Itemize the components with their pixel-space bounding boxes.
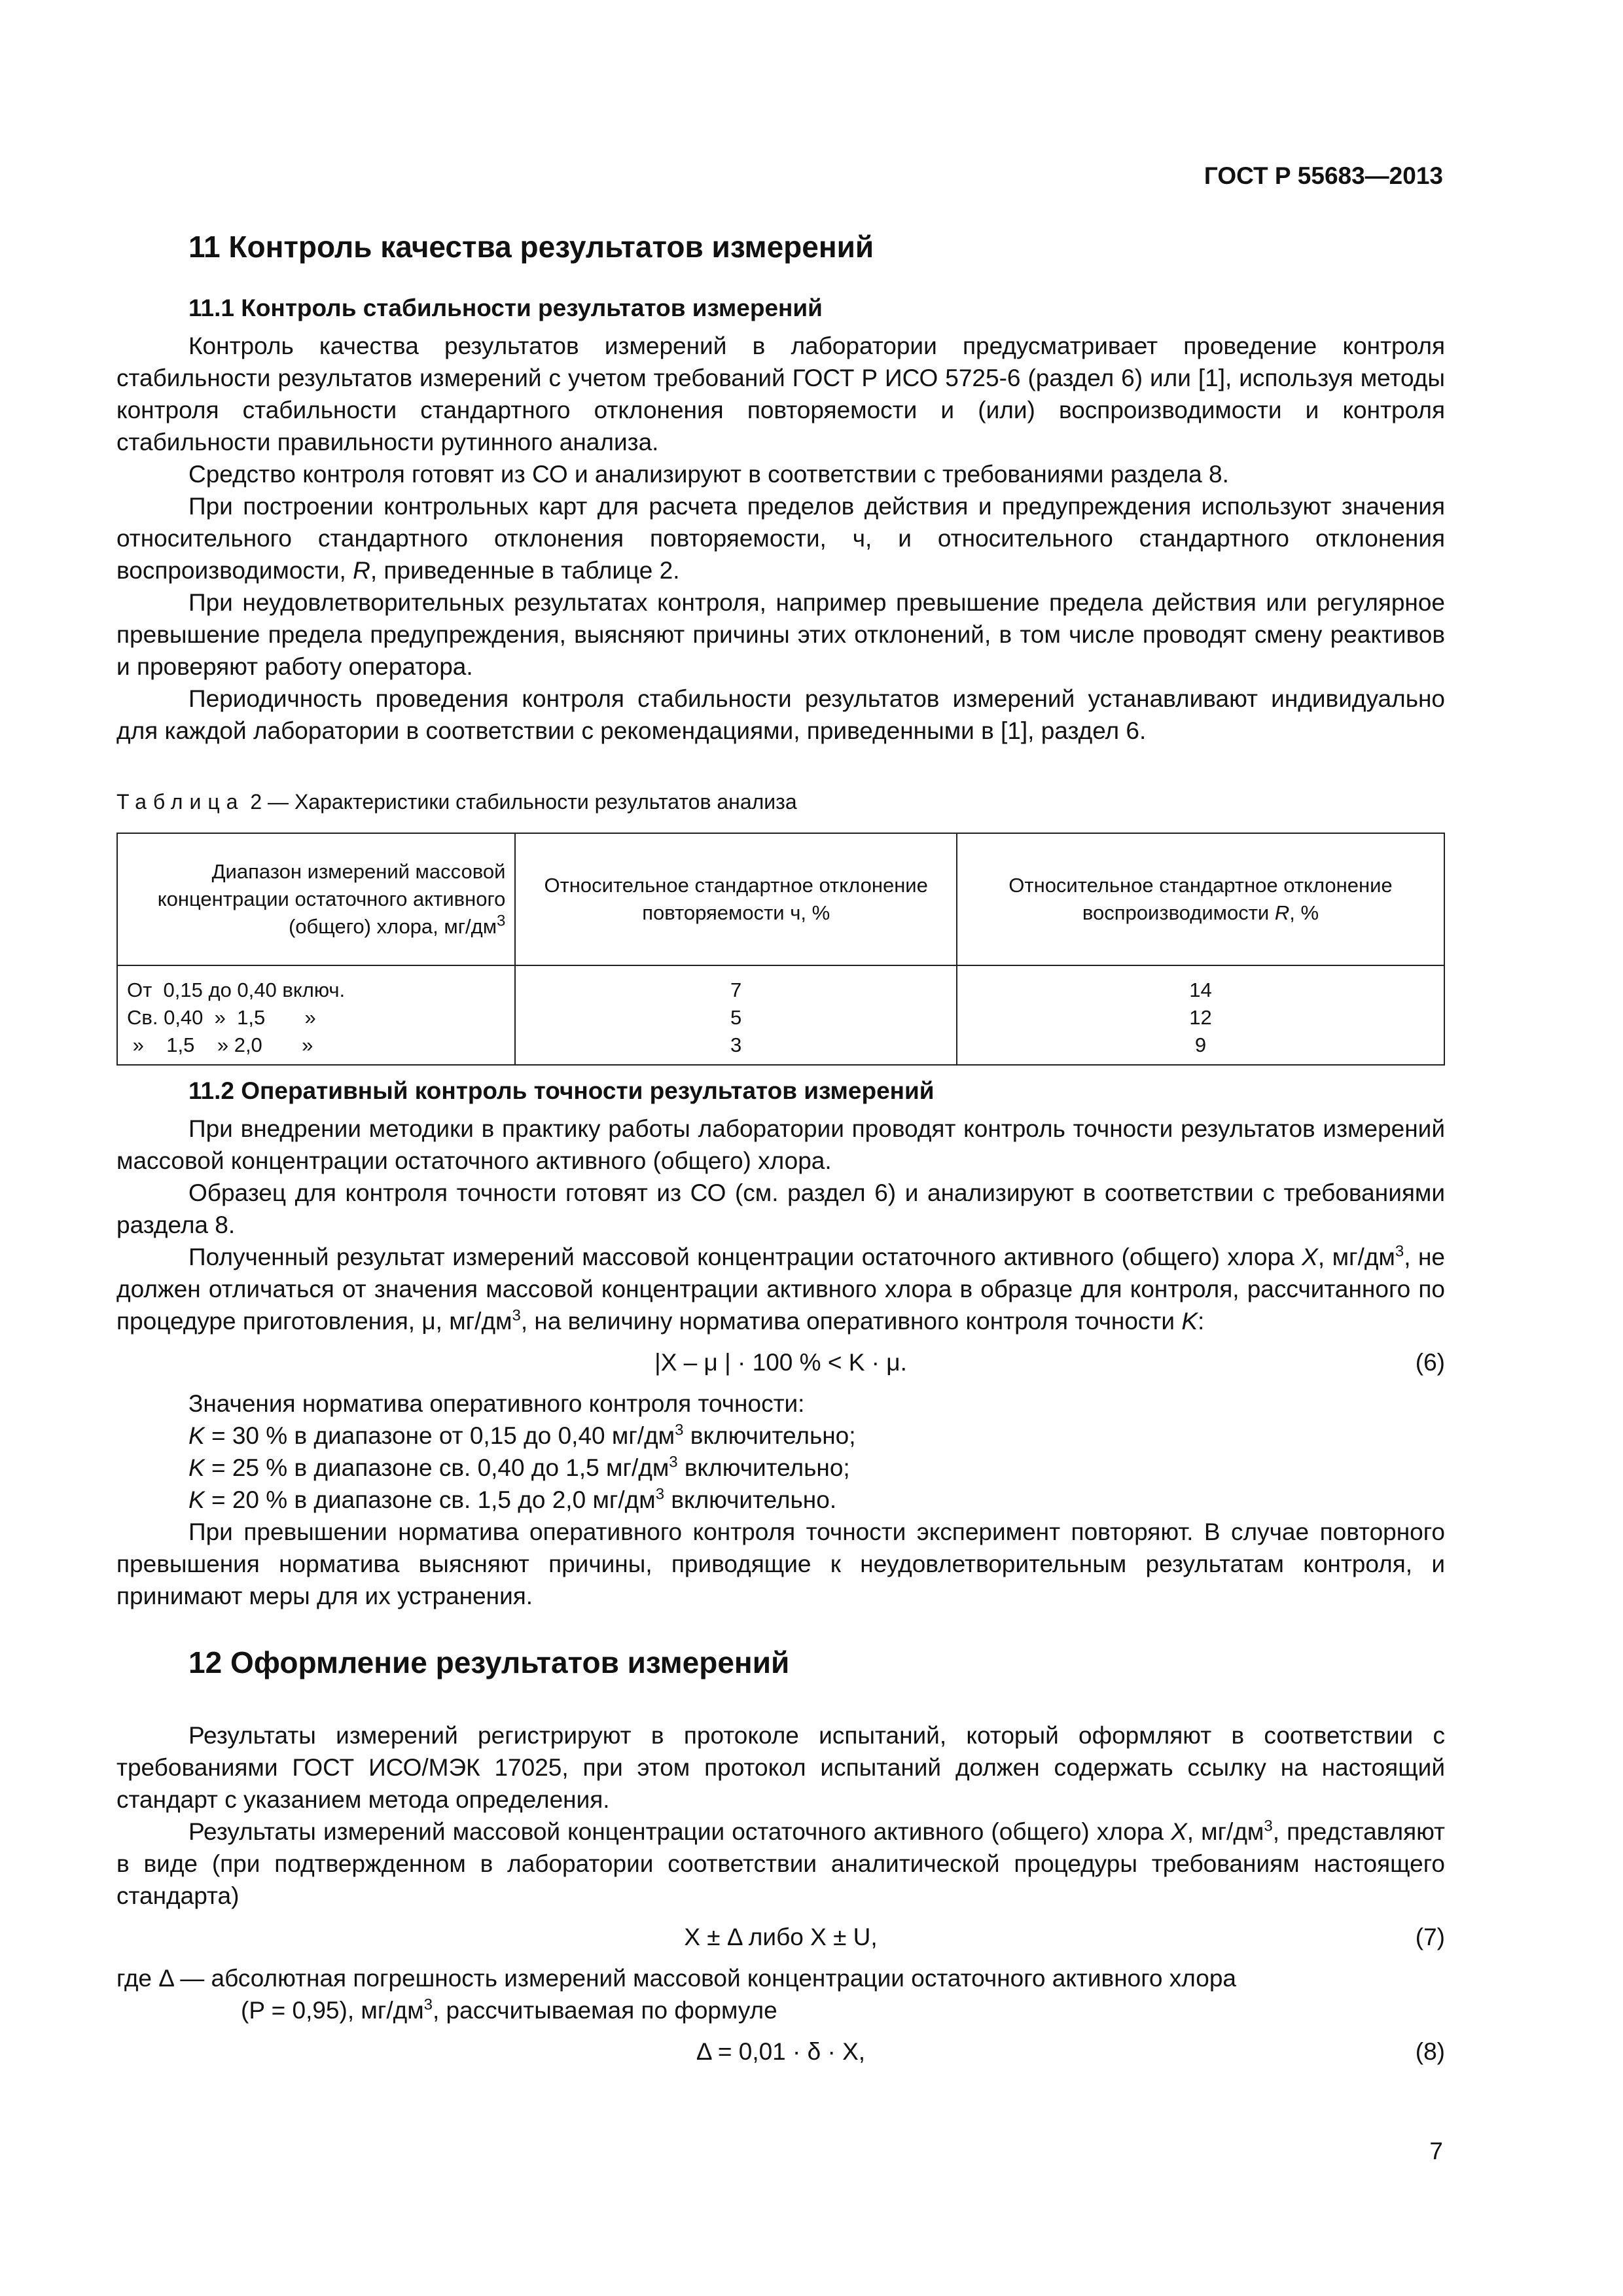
paragraph: Средство контроля готовят из СО и анализируют в соответствии с требованиями раздела 8. [188,461,1229,488]
table-row [117,1031,1444,1065]
table-cell-range: Св. 0,40 » 1,5 » [117,1004,515,1031]
paragraph: При внедрении методики в практику работы лаборатории проводят контроль точности результатов измерений массовой концентрации остаточного активного (общего) хлора. [116,1115,1445,1174]
paragraph: При неудовлетворительных результатах контроля, например превышение предела действия или регулярное превышение предела предупреждения, выясняют причины этих отклонений, в том числе проводят смену реактивов и проверяют работу оператора. [116,589,1445,680]
paragraph: При превышении норматива оперативного контроля точности эксперимент повторяют. В случае повторного превышения норматива выясняют причины, приводящие к неудовлетворительным результатам контроля, и принимают меры для их устранения. [116,1518,1445,1609]
table-cell-repeatability: 7 [515,965,957,1004]
table-header-range: Диапазон измерений массовой концентрации остаточного активного (общего) хлора, $мг/дм^3$ [117,833,515,965]
paragraph: Значения норматива оперативного контроля точности: [188,1390,805,1417]
where-definition: где Δ — абсолютная погрешность измерений массовой концентрации остаточного активного хлора (P = 0,95), $мг/дм^3$, рассчитываемая по формуле [116,1965,1236,2024]
k-value-line: K = 30 % в диапазоне от 0,15 до 0,40 $мг/дм^3$ включительно; [188,1421,856,1449]
formula-6-expression: |X – μ | · 100 % < K · μ. [654,1349,907,1376]
formula-6 [116,1346,1445,1378]
table-cell-range: » 1,5 » 2,0 » [117,1031,515,1065]
document-code: ГОСТ Р 55683—2013 [1204,162,1443,189]
subsection-11-2-heading: 11.2 Оперативный контроль точности результатов измерений [188,1077,935,1104]
paragraph: Результаты измерений регистрируют в протоколе испытаний, который оформляют в соответствии с требованиями ГОСТ ИСО/МЭК 17025, при этом протокол испытаний должен содержать ссылку на настоящий стандарт с указанием метода определения. [116,1722,1445,1813]
table-header-reproducibility: Относительное стандартное отклонение воспроизводимости R, % [957,833,1444,965]
formula-8-number: (8) [1415,2038,1445,2065]
paragraph: Контроль качества результатов измерений в лаборатории предусматривает проведение контроля стабильности результатов измерений с учетом требований ГОСТ Р ИСО 5725-6 (раздел 6) или [1], используя методы контроля стабильности стандартного отклонения повторяемости и (или) воспроизводимости и контроля стабильности правильности рутинного анализа. [116,332,1445,456]
page-content [116,229,1445,2077]
table-cell-repeatability: 3 [515,1031,957,1065]
table-cell-range: От 0,15 до 0,40 включ. [117,965,515,1004]
table-cell-reproducibility: 14 [957,965,1444,1004]
k-value-line: K = 20 % в диапазоне св. 1,5 до 2,0 $мг/дм^3$ включительно. [188,1485,837,1513]
table-header-repeatability: Относительное стандартное отклонение повторяемости ч, % [515,833,957,965]
table-cell-repeatability: 5 [515,1004,957,1031]
subsection-11-1-heading: 11.1 Контроль стабильности результатов измерений [188,295,823,321]
paragraph: При построении контрольных карт для расчета пределов действия и предупреждения используют значения относительного стандартного отклонения повторяемости, ч, и относительного стандартного отклонения воспроизводимости, R, приведенные в таблице 2. [116,493,1445,584]
formula-7-number: (7) [1415,1924,1445,1950]
paragraph: Периодичность проведения контроля стабильности результатов измерений устанавливают индивидуально для каждой лаборатории в соответствии с рекомендациями, приведенными в [1], раздел 6. [116,685,1445,744]
table-caption: Таблица 2 — Характеристики стабильности результатов анализа [116,790,797,814]
section-11-heading: 11 Контроль качества результатов измерений [188,230,874,264]
formula-7-expression: X ± Δ либо X ± U, [684,1924,878,1950]
formula-8-expression: Δ = 0,01 · δ · X, [696,2038,866,2065]
table-row [117,1004,1444,1031]
paragraph: Результаты измерений массовой концентрации остаточного активного (общего) хлора X, $мг/дм^3$, представляют в виде (при подтвержденном в лаборатории соответствии аналитической процедуры требованиям настоящего стандарта) [116,1817,1445,1909]
formula-8 [116,2036,1445,2068]
page-number: 7 [1429,2138,1443,2164]
table-row [117,965,1444,1004]
paragraph: Полученный результат измерений массовой концентрации остаточного активного (общего) хлора X, $мг/дм^3$, не должен отличаться от значения массовой концентрации активного хлора в образце для контроля, рассчитанного по процедуре приготовления, μ, $мг/дм^3$, на величину норматива оперативного контроля точности K: [116,1242,1445,1335]
k-value-line: K = 25 % в диапазоне св. 0,40 до 1,5 $мг/дм^3$ включительно; [188,1453,850,1481]
paragraph: Образец для контроля точности готовят из СО (см. раздел 6) и анализируют в соответствии с требованиями раздела 8. [116,1179,1445,1238]
table-cell-reproducibility: 12 [957,1004,1444,1031]
stability-table [116,833,1445,1066]
table-cell-reproducibility: 9 [957,1031,1444,1065]
section-12-heading: 12 Оформление результатов измерений [188,1645,790,1679]
formula-6-number: (6) [1415,1349,1445,1376]
formula-7 [116,1921,1445,1953]
